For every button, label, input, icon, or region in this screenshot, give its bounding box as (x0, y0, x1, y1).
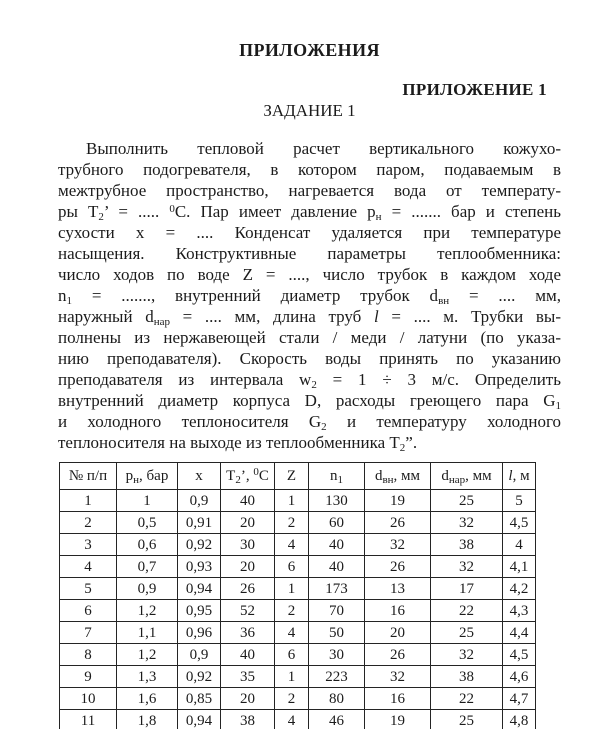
table-cell: 46 (309, 710, 365, 729)
table-cell: 25 (431, 710, 503, 729)
column-header: l, м (503, 463, 536, 490)
table-cell: 32 (431, 556, 503, 578)
paragraph-line: трубного подогревателя, в котором паром, подаваемым в (58, 160, 561, 179)
paragraph-line: и холодного теплоносителя $G_2$ и температуру холодного (58, 412, 561, 433)
table-cell: 22 (431, 600, 503, 622)
table-cell: 10 (60, 688, 117, 710)
table-row (60, 644, 536, 666)
table-cell: 40 (309, 556, 365, 578)
table-cell: 70 (309, 600, 365, 622)
table-cell: 9 (60, 666, 117, 688)
table-cell: 38 (431, 534, 503, 556)
paragraph-line: теплоносителя на выходе из теплообменника $T_2$”. (58, 433, 418, 454)
paragraph-line: $n_1$ = ......., внутренний диаметр трубок $d_{вн}$ = .... мм, (58, 286, 561, 307)
table-cell: 1 (275, 666, 309, 688)
table-cell: 6 (60, 600, 117, 622)
table-cell: 4,2 (503, 578, 536, 600)
table-cell: 2 (275, 688, 309, 710)
table-cell: 4,7 (503, 688, 536, 710)
table-cell: 1 (275, 490, 309, 512)
table-row (60, 600, 536, 622)
table-cell: 50 (309, 622, 365, 644)
table-cell: 26 (365, 644, 431, 666)
table-cell: 26 (221, 578, 275, 600)
table-cell: 20 (221, 512, 275, 534)
table-cell: 4,1 (503, 556, 536, 578)
table-cell: 60 (309, 512, 365, 534)
table-cell: 52 (221, 600, 275, 622)
column-header: $T_2$’, $^0$C (221, 463, 275, 490)
table-cell: 0,9 (117, 578, 178, 600)
table-cell: 0,92 (178, 666, 221, 688)
table-row (60, 688, 536, 710)
paragraph-line: число ходов по воде Z = ...., число трубок в каждом ходе (58, 265, 561, 284)
column-header: $d_{нар}$, мм (431, 463, 503, 490)
table-cell: 30 (309, 644, 365, 666)
table-cell: 20 (221, 688, 275, 710)
table-cell: 16 (365, 688, 431, 710)
table-cell: 20 (221, 556, 275, 578)
table-row (60, 578, 536, 600)
table-row (60, 490, 536, 512)
table-cell: 0,93 (178, 556, 221, 578)
table-row (60, 622, 536, 644)
table-cell: 30 (221, 534, 275, 556)
table-cell: 11 (60, 710, 117, 729)
table-cell: 26 (365, 556, 431, 578)
table-cell: 25 (431, 622, 503, 644)
table-cell: 0,94 (178, 710, 221, 729)
table-cell: 38 (221, 710, 275, 729)
column-header: $p_н$, бар (117, 463, 178, 490)
table-cell: 4 (275, 622, 309, 644)
paragraph-line: ры $T_2$’ = ..... $^0$C. Пар имеет давление $p_н$ = ....... бар и степень (58, 202, 561, 223)
table-cell: 8 (60, 644, 117, 666)
table-header-row (60, 463, 536, 490)
paragraph-line: полнены из нержавеющей стали / меди / латуни (по указа- (58, 328, 561, 347)
table-row (60, 556, 536, 578)
paragraph-line: нию преподавателя). Скорость воды принять по указанию (58, 349, 561, 368)
task-1-heading: ЗАДАНИЕ 1 (263, 101, 356, 120)
column-header: x (178, 463, 221, 490)
table-cell: 1 (60, 490, 117, 512)
paragraph-line: наружный $d_{нар}$ = .... мм, длина труб l = .... м. Трубки вы- (58, 307, 562, 328)
table-row (60, 512, 536, 534)
table-cell: 4 (275, 710, 309, 729)
paragraph-line: сухости x = .... Конденсат удаляется при температуре (58, 223, 561, 242)
table-cell: 0,95 (178, 600, 221, 622)
table-cell: 0,6 (117, 534, 178, 556)
table-cell: 7 (60, 622, 117, 644)
table-cell: 32 (365, 666, 431, 688)
table-cell: 4,5 (503, 512, 536, 534)
table-cell: 0,91 (178, 512, 221, 534)
paragraph-line: межтрубное пространство, нагревается вода от температу- (58, 181, 561, 200)
table-cell: 0,96 (178, 622, 221, 644)
column-header: $n_1$ (309, 463, 365, 490)
table-row (60, 710, 536, 729)
table-cell: 3 (60, 534, 117, 556)
table-cell: 1,6 (117, 688, 178, 710)
table-cell: 4,3 (503, 600, 536, 622)
table-cell: 4 (275, 534, 309, 556)
table-cell: 40 (309, 534, 365, 556)
table-cell: 0,9 (178, 644, 221, 666)
table-cell: 19 (365, 710, 431, 729)
table-cell: 4,5 (503, 644, 536, 666)
table-cell: 35 (221, 666, 275, 688)
paragraph-line: Выполнить тепловой расчет вертикального кожухо- (86, 139, 561, 158)
paragraph-line: преподавателя из интервала $w_2 = 1 \div 3$ м/с. Определить (58, 370, 561, 391)
table-cell: 1,3 (117, 666, 178, 688)
table-cell: 223 (309, 666, 365, 688)
table-cell: 4 (503, 534, 536, 556)
paragraph-line: насыщения. Конструктивные параметры теплообменника: (58, 244, 561, 263)
table-cell: 4 (60, 556, 117, 578)
table-cell: 32 (365, 534, 431, 556)
column-header: № п/п (60, 463, 117, 490)
table-cell: 1,1 (117, 622, 178, 644)
table-cell: 32 (431, 512, 503, 534)
table-cell: 130 (309, 490, 365, 512)
table-cell: 36 (221, 622, 275, 644)
task-description (58, 138, 561, 453)
table-cell: 38 (431, 666, 503, 688)
appendix-1-heading: ПРИЛОЖЕНИЕ 1 (402, 80, 547, 99)
table-cell: 0,9 (178, 490, 221, 512)
table-cell: 20 (365, 622, 431, 644)
table-cell: 0,85 (178, 688, 221, 710)
paragraph-line: внутренний диаметр корпуса D, расходы греющего пара $G_1$ (58, 391, 561, 412)
table-cell: 1 (275, 578, 309, 600)
table-cell: 4,6 (503, 666, 536, 688)
table-cell: 26 (365, 512, 431, 534)
table-cell: 17 (431, 578, 503, 600)
appendices-title: ПРИЛОЖЕНИЯ (239, 40, 380, 60)
table-cell: 0,92 (178, 534, 221, 556)
table-cell: 6 (275, 644, 309, 666)
table-cell: 5 (60, 578, 117, 600)
table-cell: 40 (221, 490, 275, 512)
table-cell: 2 (275, 512, 309, 534)
table-cell: 1 (117, 490, 178, 512)
table-cell: 1,2 (117, 644, 178, 666)
table-cell: 19 (365, 490, 431, 512)
table-cell: 13 (365, 578, 431, 600)
table-cell: 1,2 (117, 600, 178, 622)
table-cell: 40 (221, 644, 275, 666)
table-cell: 5 (503, 490, 536, 512)
table-cell: 80 (309, 688, 365, 710)
column-header: $d_{вн}$, мм (365, 463, 431, 490)
table-cell: 0,5 (117, 512, 178, 534)
table-row (60, 534, 536, 556)
variants-table (59, 462, 536, 729)
table-cell: 25 (431, 490, 503, 512)
table-cell: 0,94 (178, 578, 221, 600)
table-cell: 1,8 (117, 710, 178, 729)
table-cell: 16 (365, 600, 431, 622)
table-cell: 2 (275, 600, 309, 622)
table-cell: 4,8 (503, 710, 536, 729)
table-row (60, 666, 536, 688)
column-header: Z (275, 463, 309, 490)
table-cell: 173 (309, 578, 365, 600)
table-cell: 2 (60, 512, 117, 534)
table-cell: 4,4 (503, 622, 536, 644)
table-cell: 0,7 (117, 556, 178, 578)
table-cell: 6 (275, 556, 309, 578)
table-cell: 32 (431, 644, 503, 666)
table-cell: 22 (431, 688, 503, 710)
